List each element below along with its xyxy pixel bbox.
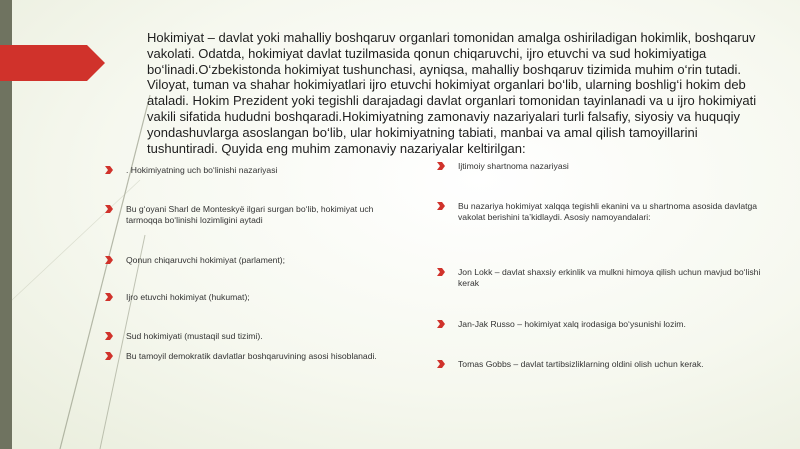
list-item [437, 359, 763, 370]
list-item [437, 319, 763, 330]
list-item [437, 267, 763, 289]
list-item [105, 204, 401, 226]
list-item [105, 255, 401, 266]
red-arrow-shape [0, 45, 105, 81]
list-item [437, 161, 763, 172]
bullet-text: . Hokimiyatning uch bo‘linishi nazariyasi [126, 165, 278, 175]
bullet-arrow-icon [105, 352, 113, 360]
bullet-text: Qonun chiqaruvchi hokimiyat (parlament); [126, 255, 286, 265]
bullet-text: Sud hokimiyati (mustaqil sud tizimi). [126, 331, 263, 341]
bullet-arrow-icon [105, 205, 113, 213]
bullet-text: Ijtimoiy shartnoma nazariyasi [458, 161, 569, 171]
list-item [105, 351, 401, 362]
bullet-text: Bu tamoyil demokratik davlatlar boshqaruvining asosi hisoblanadi. [126, 351, 377, 361]
bullet-text: Jon Lokk – davlat shaxsiy erkinlik va mulkni himoya qilish uchun mavjud bo‘lishi kerak [458, 267, 761, 288]
bullet-arrow-icon [105, 166, 113, 174]
intro-paragraph: Hokimiyat – davlat yoki mahalliy boshqaruv organlari tomonidan amalga oshiriladigan hokimlik, boshqaruv vakolati. Odatda, hokimiyat davlat tuzilmasida qonun chiqaruvchi, ijro etuvchi va sud hokimiyatiga bo‘linadi.O‘zbekistonda hokimiyat tushunchasi, ayniqsa, mahalliy boshqaruv tizimida muhim o‘rin tutadi. Viloyat, tuman va shahar hokimiyatlari ijro etuvchi hokimiyat organlari bo‘lib, ularning boshlig‘i hokim deb ataladi. Hokim Prezident yoki tegishli darajadagi davlat organlari tomonidan tayinlanadi va u ijro hokimiyati vakili sifatida hududni boshqaradi.Hokimiyatning zamonaviy nazariyalari turli falsafiy, siyosiy va huquqiy yondashuvlarga asoslangan bo‘lib, ular hokimiyatning tabiati, manbai va amal qilish tamoyillarini tushuntiradi. Quyida eng muhim zamonaviy nazariyalar keltirilgan: [147, 30, 757, 156]
bullet-text: Bu g‘oyani Sharl de Monteskyё ilgari surgan bo‘lib, hokimiyat uch tarmoqqa bo‘linishi lozimligini aytadi [126, 204, 374, 225]
bullet-arrow-icon [105, 332, 113, 340]
bullet-arrow-icon [437, 320, 445, 328]
bullet-arrow-icon [437, 202, 445, 210]
bullet-text: Ijro etuvchi hokimiyat (hukumat); [126, 292, 250, 302]
list-item [105, 331, 401, 342]
list-item [105, 165, 401, 176]
bullet-arrow-icon [105, 256, 113, 264]
bullet-arrow-icon [437, 268, 445, 276]
bullet-arrow-icon [105, 293, 113, 301]
bullet-arrow-icon [437, 360, 445, 368]
list-item [437, 201, 763, 223]
bullet-text: Bu nazariya hokimiyat xalqqa tegishli ekanini va u shartnoma asosida davlatga vakolat berishini ta’kidlaydi. Asosiy namoyandalari: [458, 201, 758, 222]
bullet-text: Tomas Gobbs – davlat tartibsizliklarning oldini olish uchun kerak. [458, 359, 704, 369]
bullet-text: Jan-Jak Russo – hokimiyat xalq irodasiga bo‘ysunishi lozim. [458, 319, 686, 329]
list-item [105, 292, 401, 303]
bullet-arrow-icon [437, 162, 445, 170]
